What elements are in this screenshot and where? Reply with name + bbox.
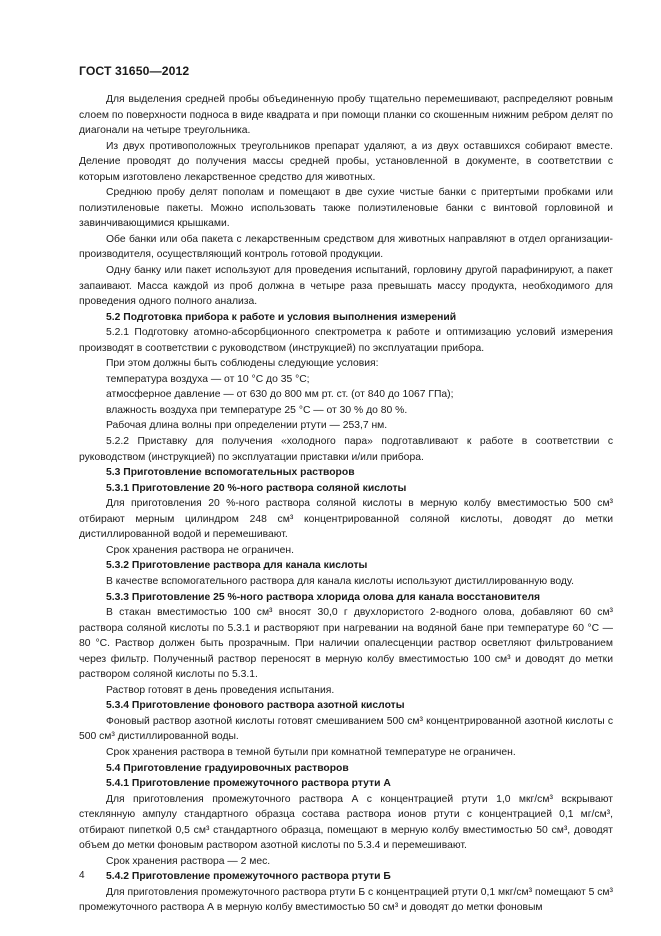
document-body <box>79 92 613 916</box>
paragraph: Одну банку или пакет используют для проведения испытаний, горловину другой парафинируют, а пакет запаивают. Масса каждой из проб должна в четыре раза превышать массу продукта, необходимого для проведения одного полного анализа. <box>79 265 613 308</box>
subsection-heading-5-3-1: 5.3.1 Приготовление 20 %-ного раствора соляной кислоты <box>106 482 407 494</box>
paragraph: Срок хранения раствора — 2 мес. <box>106 855 271 867</box>
paragraph: Рабочая длина волны при определении ртути — 253,7 нм. <box>106 420 388 432</box>
subsection-heading-5-3-2: 5.3.2 Приготовление раствора для канала кислоты <box>106 560 368 572</box>
paragraph: 5.2.1 Подготовку атомно-абсорбционного спектрометра к работе и оптимизацию условий измерения производят в соответствии с руководством (инструкцией) по эксплуатации прибора. <box>79 327 613 354</box>
paragraph: Срок хранения раствора в темной бутыли при комнатной температуре не ограничен. <box>106 746 516 758</box>
condition-item: температура воздуха — от 10 °С до 35 °С; <box>106 373 310 385</box>
paragraph: Для приготовления 20 %-ного раствора соляной кислоты в мерную колбу вместимостью 500 см³ отбирают мерным цилиндром 248 см³ концентрированной соляной кислоты, доводят до метки дистиллированной водой и перемешивают. <box>79 498 613 541</box>
section-heading-5-3: 5.3 Приготовление вспомогательных растворов <box>106 467 355 479</box>
document-header: ГОСТ 31650—2012 <box>79 64 190 78</box>
subsection-heading-5-3-3: 5.3.3 Приготовление 25 %-ного раствора хлорида олова для канала восстановителя <box>106 591 541 603</box>
paragraph: В качестве вспомогательного раствора для канала кислоты используют дистиллированную воду. <box>106 575 574 587</box>
condition-item: атмосферное давление — от 630 до 800 мм рт. ст. (от 840 до 1067 ГПа); <box>106 389 454 401</box>
paragraph: Срок хранения раствора не ограничен. <box>106 544 294 556</box>
paragraph: При этом должны быть соблюдены следующие условия: <box>106 358 379 370</box>
section-heading-5-4: 5.4 Приготовление градуировочных растворов <box>106 762 349 774</box>
paragraph: Для выделения средней пробы объединенную пробу тщательно перемешивают, распределяют ровным слоем по поверхности подноса в виде квадрата и при помощи планки со скошенным нижним ребром делят по диагонали на четыре треугольника. <box>79 94 613 137</box>
subsection-heading-5-4-2: 5.4.2 Приготовление промежуточного раствора ртути Б <box>106 871 391 883</box>
subsection-heading-5-3-4: 5.3.4 Приготовление фонового раствора азотной кислоты <box>106 700 405 712</box>
paragraph: Из двух противоположных треугольников препарат удаляют, а из двух оставшихся собирают вместе. Деление проводят до получения массы средней пробы, установленной в документе, в соответствии с которым изготовлено лекарственное средство для животных. <box>79 140 613 183</box>
paragraph: В стакан вместимостью 100 см³ вносят 30,0 г двухлористого 2-водного олова, добавляют 60 см³ раствора соляной кислоты по 5.3.1 и растворяют при нагревании на водяной бане при температуре 60 °С — 80 °С. Раствор должен быть прозрачным. При наличии опалесценции раствор осветляют фильтрованием через фильтр. Полученный раствор переносят в мерную колбу вместимостью 100 см³ и доводят до метки раствором соляной кислоты по 5.3.1. <box>79 607 613 681</box>
paragraph: Среднюю пробу делят пополам и помещают в две сухие чистые банки с притертыми пробками или полиэтиленовые пакеты. Можно использовать также полиэтиленовые банки с винтовой горловиной и завинчивающимися крышками. <box>79 187 613 230</box>
section-heading-5-2: 5.2 Подготовка прибора к работе и условия выполнения измерений <box>106 311 457 323</box>
condition-item: влажность воздуха при температуре 25 °С — от 30 % до 80 %. <box>106 404 408 416</box>
paragraph: Раствор готовят в день проведения испытания. <box>106 684 335 696</box>
paragraph: Для приготовления промежуточного раствора ртути Б с концентрацией ртути 0,1 мкг/см³ помещают 5 см³ промежуточного раствора А в мерную колбу вместимостью 50 см³ и доводят до метки фоновым <box>79 886 613 914</box>
page-number: 4 <box>79 870 85 881</box>
paragraph: 5.2.2 Приставку для получения «холодного пара» подготавливают к работе в соответствии с руководством (инструкцией) по эксплуатации приставки и/или прибора. <box>79 436 613 463</box>
paragraph: Для приготовления промежуточного раствора А с концентрацией ртути 1,0 мкг/см³ вскрывают стеклянную ампулу стандартного образца состава раствора ионов ртути с концентрацией 0,1 мг/см³, отбирают пипеткой 0,5 см³ стандартного образца, помещают в мерную колбу вместимостью 50 см³, доводят объем до метки фоновым раствором азотной кислоты по 5.3.4 и перемешивают. <box>79 793 613 852</box>
subsection-heading-5-4-1: 5.4.1 Приготовление промежуточного раствора ртути А <box>106 778 391 790</box>
paragraph: Фоновый раствор азотной кислоты готовят смешиванием 500 см³ концентрированной азотной кислоты с 500 см³ дистиллированной воды. <box>79 715 613 743</box>
paragraph: Обе банки или оба пакета с лекарственным средством для животных направляют в отдел организации-производителя, осуществляющий контроль готовой продукции. <box>79 233 613 261</box>
